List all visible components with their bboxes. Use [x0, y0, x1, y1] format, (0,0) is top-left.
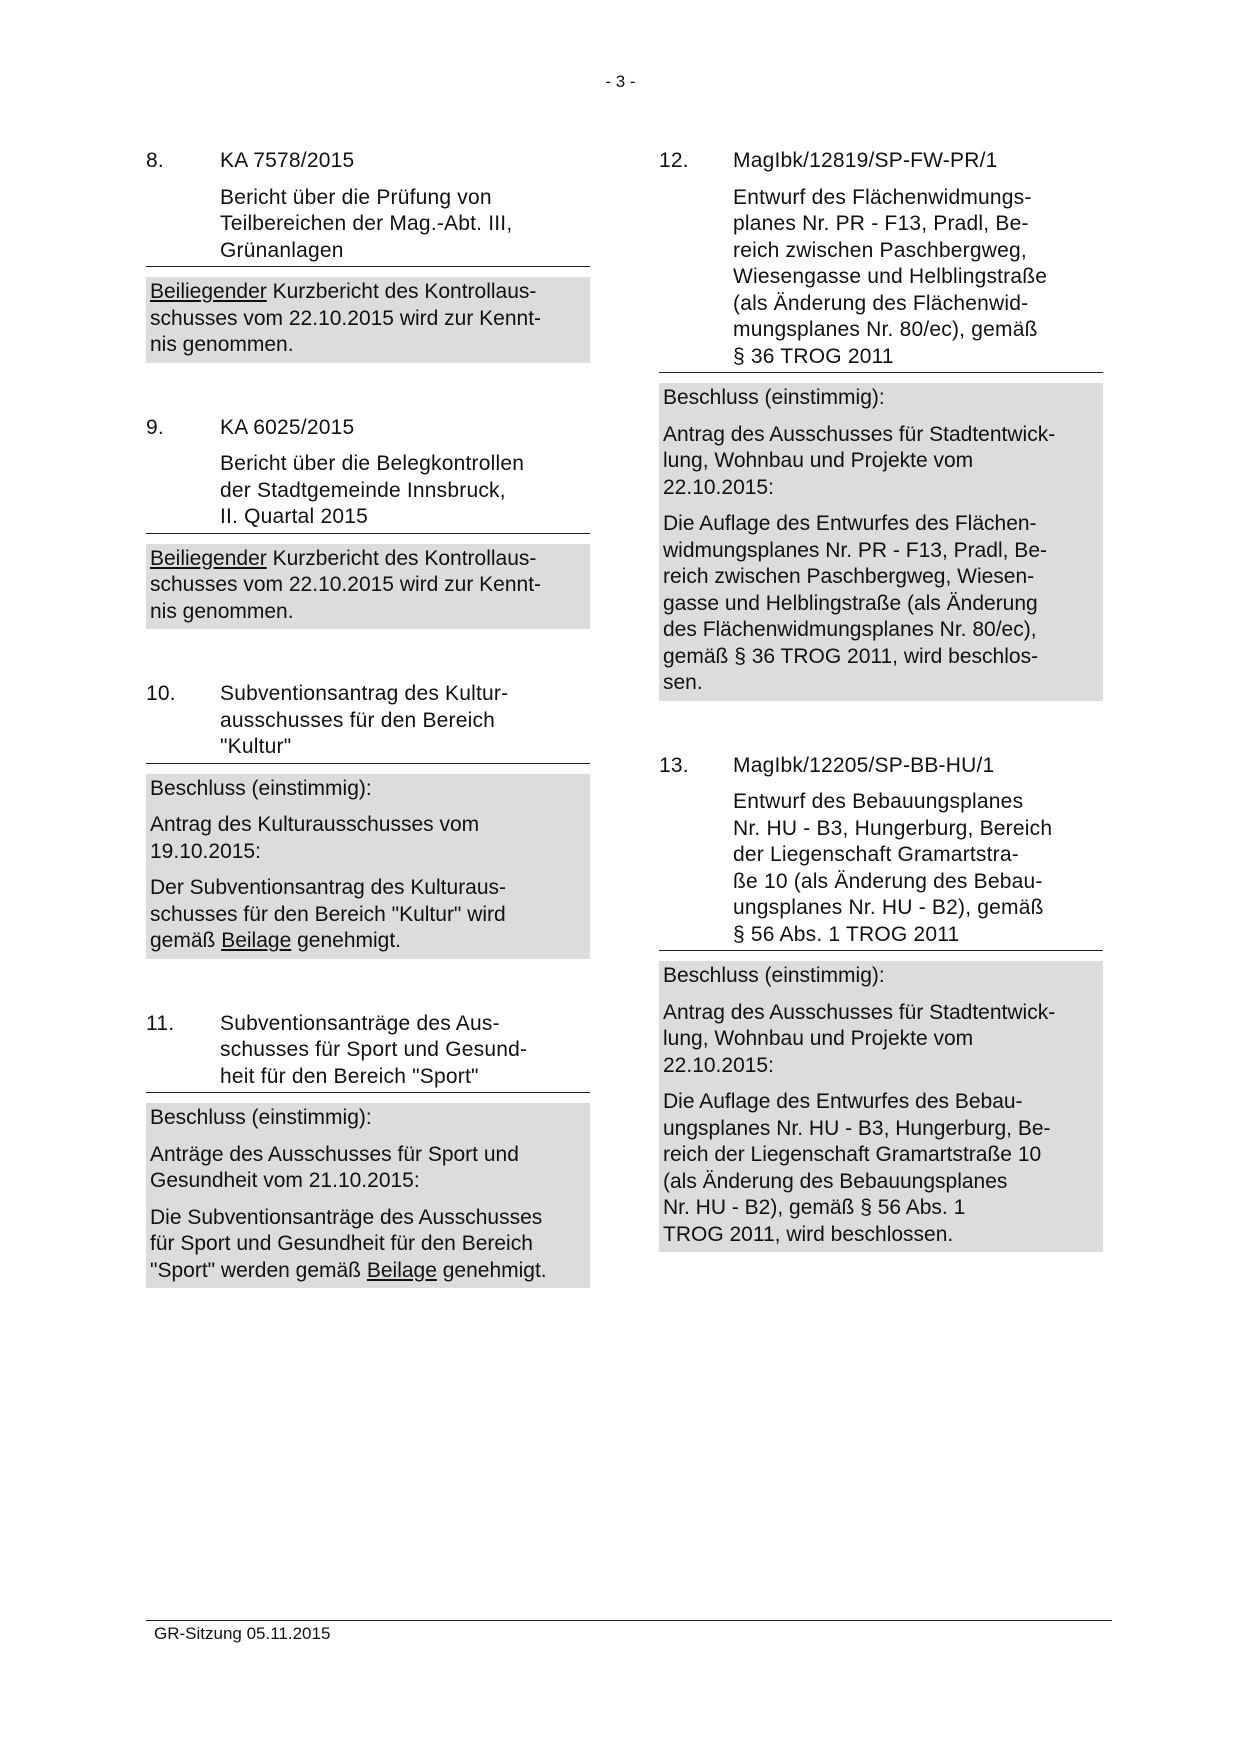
item-reference: MagIbk/12819/SP-FW-PR/1 — [733, 149, 998, 172]
motion-text: Antrag des Kulturausschusses vom 19.10.2015: — [150, 813, 480, 863]
resolution-box — [146, 774, 590, 959]
agenda-item-10 — [146, 681, 590, 959]
agenda-item-12 — [659, 148, 1103, 701]
item-description: Entwurf des Flächenwidmungs- planes Nr. PR - F13, Pradl, Be- reich zwischen Paschbergweg, Wiesengasse und Helblingstraße (als Änderung des Flächenwid- mungsplanes Nr. 80/ec), gemäß § 36 TROG 2011 — [733, 185, 1048, 368]
motion-text: Antrag des Ausschusses für Stadtentwick- lung, Wohnbau und Projekte vom 22.10.2015: — [663, 1000, 1056, 1077]
resolution-status: Beschluss (einstimmig): — [150, 1106, 372, 1129]
left-column — [146, 148, 590, 1340]
motion-text: Anträge des Ausschusses für Sport und Gesundheit vom 21.10.2015: — [150, 1142, 519, 1192]
item-description: Bericht über die Prüfung von Teilbereichen der Mag.-Abt. III, Grünanlagen — [220, 185, 513, 262]
item-heading — [146, 415, 590, 534]
right-column — [659, 148, 1103, 1304]
item-reference: KA 7578/2015 — [220, 149, 355, 172]
resolution-box — [146, 544, 590, 630]
item-heading — [659, 753, 1103, 952]
decision-text: Die Auflage des Entwurfes des Flächen- widmungsplanes Nr. PR - F13, Pradl, Be- reich zwischen Paschbergweg, Wiesen- gasse und Helblingstraße (als Änderung des Flächenwidmungsplanes Nr. 80/ec), gemäß § 36 TROG 2011, wird beschlos- sen. — [663, 512, 1047, 694]
enclosure-link[interactable]: Beilage — [366, 1258, 437, 1282]
item-number: 12. — [659, 149, 689, 172]
decision-text: Der Subventionsantrag des Kulturaus- schusses für den Bereich "Kultur" wird gemäß Beilage genehmigt. — [150, 876, 507, 952]
item-reference: MagIbk/12205/SP-BB-HU/1 — [733, 753, 995, 777]
resolution-status: Beschluss (einstimmig): — [150, 776, 372, 800]
page-number: - 3 - — [605, 72, 636, 91]
resolution-text: Kurzbericht des Kontrollaus- schusses vom 22.10.2015 wird zur Kennt- nis genommen. — [150, 546, 542, 623]
resolution-box — [659, 961, 1103, 1252]
resolution-text: Kurzbericht des Kontrollaus- schusses vom 22.10.2015 wird zur Kennt- nis genommen. — [150, 280, 542, 356]
decision-text: Die Auflage des Entwurfes des Bebau- ungsplanes Nr. HU - B3, Hungerburg, Be- reich der Liegenschaft Gramartstraße 10 (als Änderung des Bebauungsplanes Nr. HU - B2), gemäß § 56 Abs. 1 TROG 2011, wird beschlossen. — [663, 1090, 1051, 1246]
item-heading — [146, 148, 590, 267]
item-number: 10. — [146, 682, 176, 705]
motion-text: Antrag des Ausschusses für Stadtentwick- lung, Wohnbau und Projekte vom 22.10.2015: — [663, 422, 1056, 499]
item-number: 8. — [146, 149, 164, 172]
page-footer: GR-Sitzung 05.11.2015 — [146, 1620, 1112, 1645]
item-title: Subventionsantrag des Kultur- ausschusses für den Bereich "Kultur" — [220, 682, 509, 758]
item-reference: KA 6025/2015 — [220, 415, 355, 439]
resolution-box — [146, 1103, 590, 1288]
agenda-item-9 — [146, 415, 590, 630]
agenda-item-11 — [146, 1011, 590, 1289]
resolution-box — [146, 277, 590, 363]
item-title: Subventionsanträge des Aus- schusses für Sport und Gesund- heit für den Bereich "Sport" — [220, 1011, 528, 1088]
enclosure-link[interactable]: Beilage — [221, 929, 292, 952]
agenda-item-13 — [659, 753, 1103, 1253]
item-number: 11. — [146, 1011, 175, 1035]
item-heading — [146, 681, 590, 764]
resolution-status: Beschluss (einstimmig): — [663, 386, 885, 409]
enclosure-link[interactable]: Beiliegender — [150, 280, 267, 303]
enclosure-link[interactable]: Beiliegender — [150, 546, 267, 570]
item-heading — [659, 148, 1103, 373]
resolution-status: Beschluss (einstimmig): — [663, 964, 885, 987]
item-number: 13. — [659, 753, 689, 777]
item-heading — [146, 1011, 590, 1094]
item-description: Bericht über die Belegkontrollen der Stadtgemeinde Innsbruck, II. Quartal 2015 — [220, 452, 525, 528]
item-description: Entwurf des Bebauungsplanes Nr. HU - B3, Hungerburg, Bereich der Liegenschaft Gramartstra- ße 10 (als Änderung des Bebau- ungsplanes Nr. HU - B2), gemäß § 56 Abs. 1 TROG 2011 — [733, 790, 1053, 946]
decision-text: Die Subventionsanträge des Ausschusses für Sport und Gesundheit für den Bereich "Sport" werden gemäß Beilage genehmigt. — [150, 1205, 547, 1282]
agenda-item-8 — [146, 148, 590, 363]
item-number: 9. — [146, 415, 164, 439]
resolution-box — [659, 383, 1103, 701]
